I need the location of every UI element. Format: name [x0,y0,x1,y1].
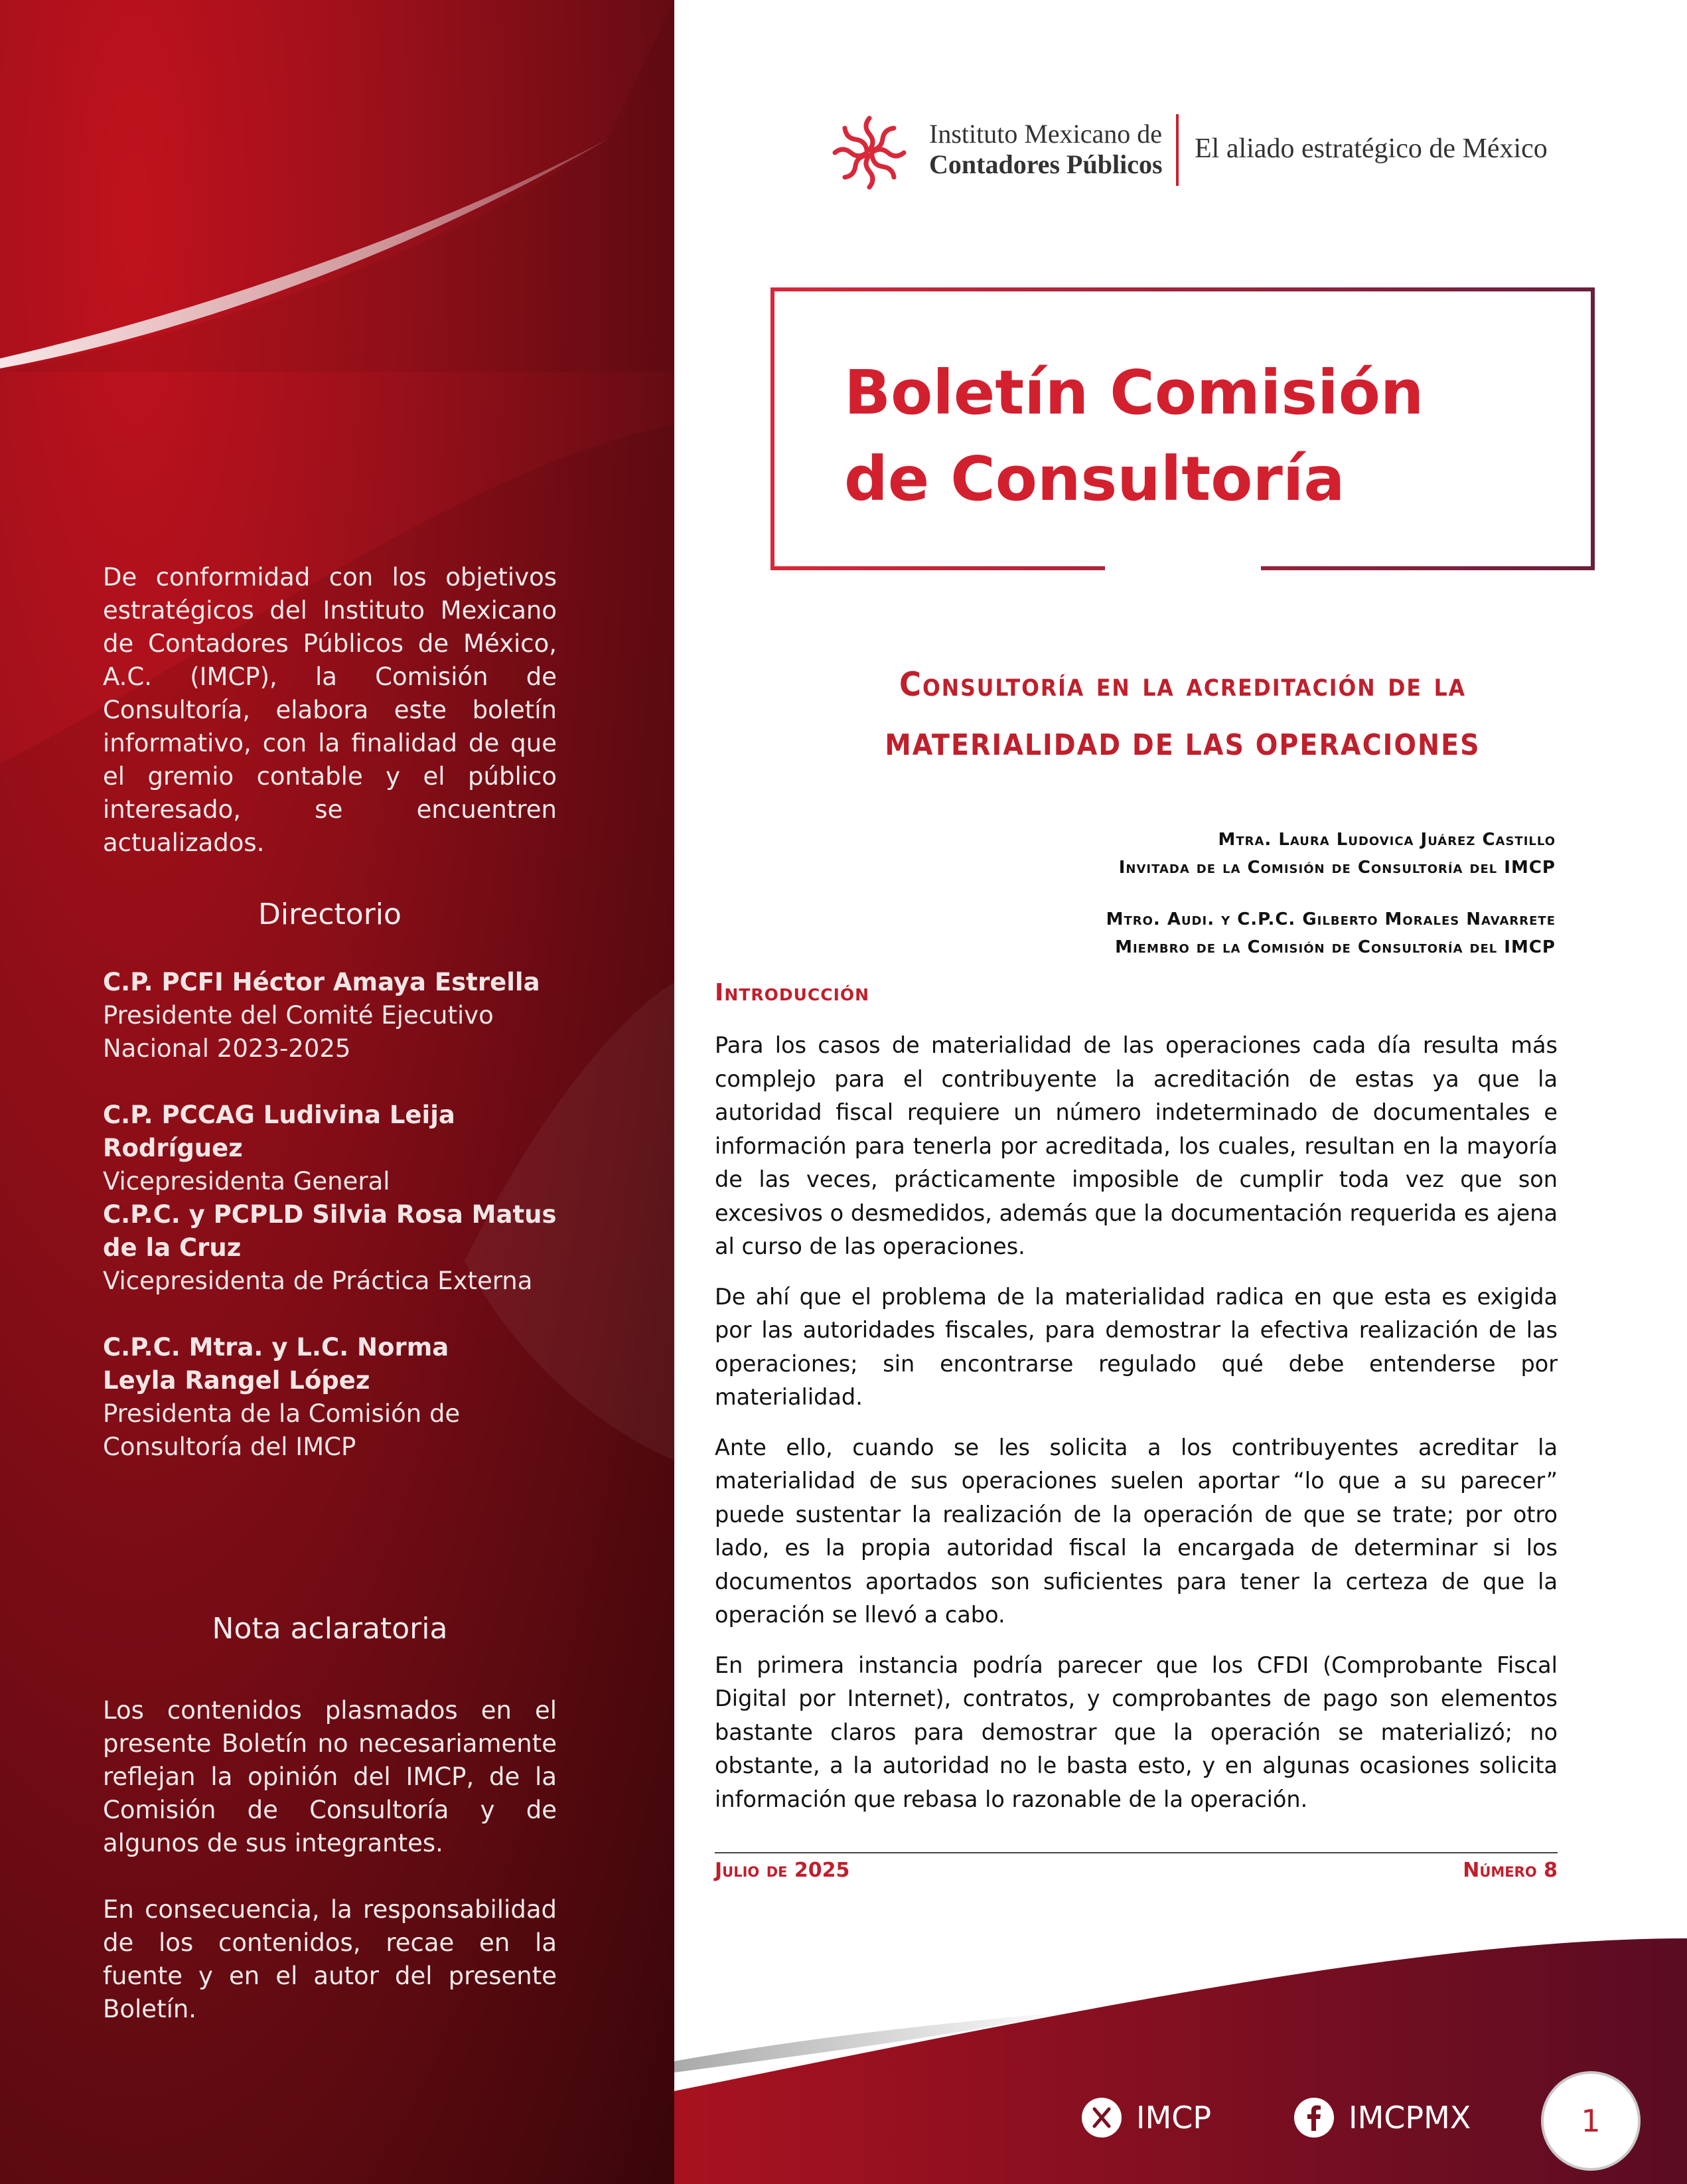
directorio-role: Presidenta de la Comisión de Consultoría del IMCP [103,1399,461,1461]
nota-aclaratoria [103,1694,557,2026]
social-label: IMCP [1136,2100,1212,2136]
author-name: Mtro. Audi. y C.P.C. Gilberto Morales Navarrete [1106,909,1556,929]
directorio-entry [103,1099,567,1198]
sidebar-intro: De conformidad con los objetivos estratégicos del Instituto Mexicano de Contadores Públicos de México, A.C. (IMCP), la Comisión de Consultoría, elabora este boletín informativo, con la finalidad de que el gremio contable y el público interesado, se encuentren actualizados. [103,563,557,857]
directorio-name: C.P. PCCAG Ludivina Leija Rodríguez [103,1101,455,1162]
directorio-name: C.P.C. y PCPLD Silvia Rosa Matus de la Cruz [103,1200,557,1262]
section-heading: Introducción [715,979,870,1006]
author-block [1119,826,1556,882]
directorio-role: Vicepresidenta General [103,1167,390,1196]
directorio-role: Vicepresidenta de Práctica Externa [103,1267,533,1295]
x-twitter-icon [1082,2098,1122,2138]
nota-heading: Nota aclaratoria [212,1612,448,1646]
bottom-band [674,1925,1687,2184]
directorio-entry [103,1331,528,1464]
title-box [770,287,1595,571]
page-number: 1 [1541,2071,1641,2171]
article-title [770,654,1595,776]
logo-name-line2: Contadores Públicos [929,149,1163,179]
title-line2: de Consultoría [844,443,1345,514]
directorio-name: C.P. PCFI Héctor Amaya Estrella [103,968,540,996]
page-title [844,350,1424,522]
social-link-x[interactable] [1082,2098,1211,2138]
paragraph: En primera instancia podría parecer que los CFDI (Comprobante Fiscal Digital por Internet), contratos, y comprobantes de pago son elementos bastante claros para demostrar que la operación se materializó; no obstante, a la autoridad no le basta esto, y en algunas ocasiones solicita información que rebasa lo razonable de la operación. [715,1652,1558,1812]
sidebar [0,0,674,2184]
author-name: Mtra. Laura Ludovica Juárez Castillo [1218,830,1556,850]
social-label: IMCPMX [1349,2100,1471,2136]
issue-number: Número 8 [1463,1859,1558,1882]
imcp-logo-icon [823,106,916,199]
directorio-entry [103,1198,561,1298]
title-line1: Boletín Comisión [844,357,1424,428]
imcp-logo [823,106,1553,199]
author-role: Miembro de la Comisión de Consultoría del IMCP [1115,937,1556,957]
logo-tagline: El aliado estratégico de México [1195,133,1548,164]
author-block [1106,905,1556,961]
paragraph: Ante ello, cuando se les solicita a los contribuyentes acreditar la materialidad de sus operaciones suelen aportar “lo que a su parecer” puede sustentar la realización de la operación de que se trate; por otro lado, es la propia autoridad fiscal la encargada de determinar si los documentos aportados son suficientes para tener la certeza de que la operación se llevó a cabo. [715,1434,1558,1628]
directorio-role: Presidente del Comité Ejecutivo Nacional 2023-2025 [103,1001,494,1063]
nota-paragraph: En consecuencia, la responsabilidad de los contenidos, recae en la fuente y en el autor del presente Boletín. [103,1895,557,2023]
social-link-facebook[interactable] [1294,2098,1471,2138]
directorio-entry [103,966,567,1065]
article-title-line1: Consultoría en la acreditación de la [899,665,1466,704]
logo-separator [1176,114,1179,186]
logo-name-line1: Instituto Mexicano de [929,119,1163,149]
directorio-name: C.P.C. Mtra. y L.C. Norma Leyla Rangel López [103,1333,449,1395]
nota-paragraph: Los contenidos plasmados en el presente Boletín no necesariamente reflejan la opinión del IMCP, de la Comisión de Consultoría y de algunos de sus integrantes. [103,1696,557,1857]
author-role: Invitada de la Comisión de Consultoría del IMCP [1118,858,1556,878]
article-title-line2: MATERIALIDAD DE LAS OPERACIONES [885,728,1481,762]
footer-divider [715,1852,1558,1853]
issue-date: Julio de 2025 [715,1859,850,1882]
facebook-icon [1294,2098,1334,2138]
article-body [715,1029,1558,1833]
directorio-heading: Directorio [258,897,402,931]
paragraph: De ahí que el problema de la materialidad radica en que esta es exigida por las autoridades fiscales, para demostrar la efectiva realización de las operaciones; sin encontrarse regulado qué debe entenderse por materialidad. [715,1283,1558,1410]
paragraph: Para los casos de materialidad de las operaciones cada día resulta más complejo para el contribuyente la acreditación de estas ya que la autoridad fiscal requiere un número indeterminado de documentales e información para tenerla por acreditada, los cuales, resultan en la mayoría de las veces, prácticamente imposible de cumplir toda vez que son excesivos o desmedidos, además que la documentación requerida es ajena al curso de las operaciones. [715,1032,1558,1259]
